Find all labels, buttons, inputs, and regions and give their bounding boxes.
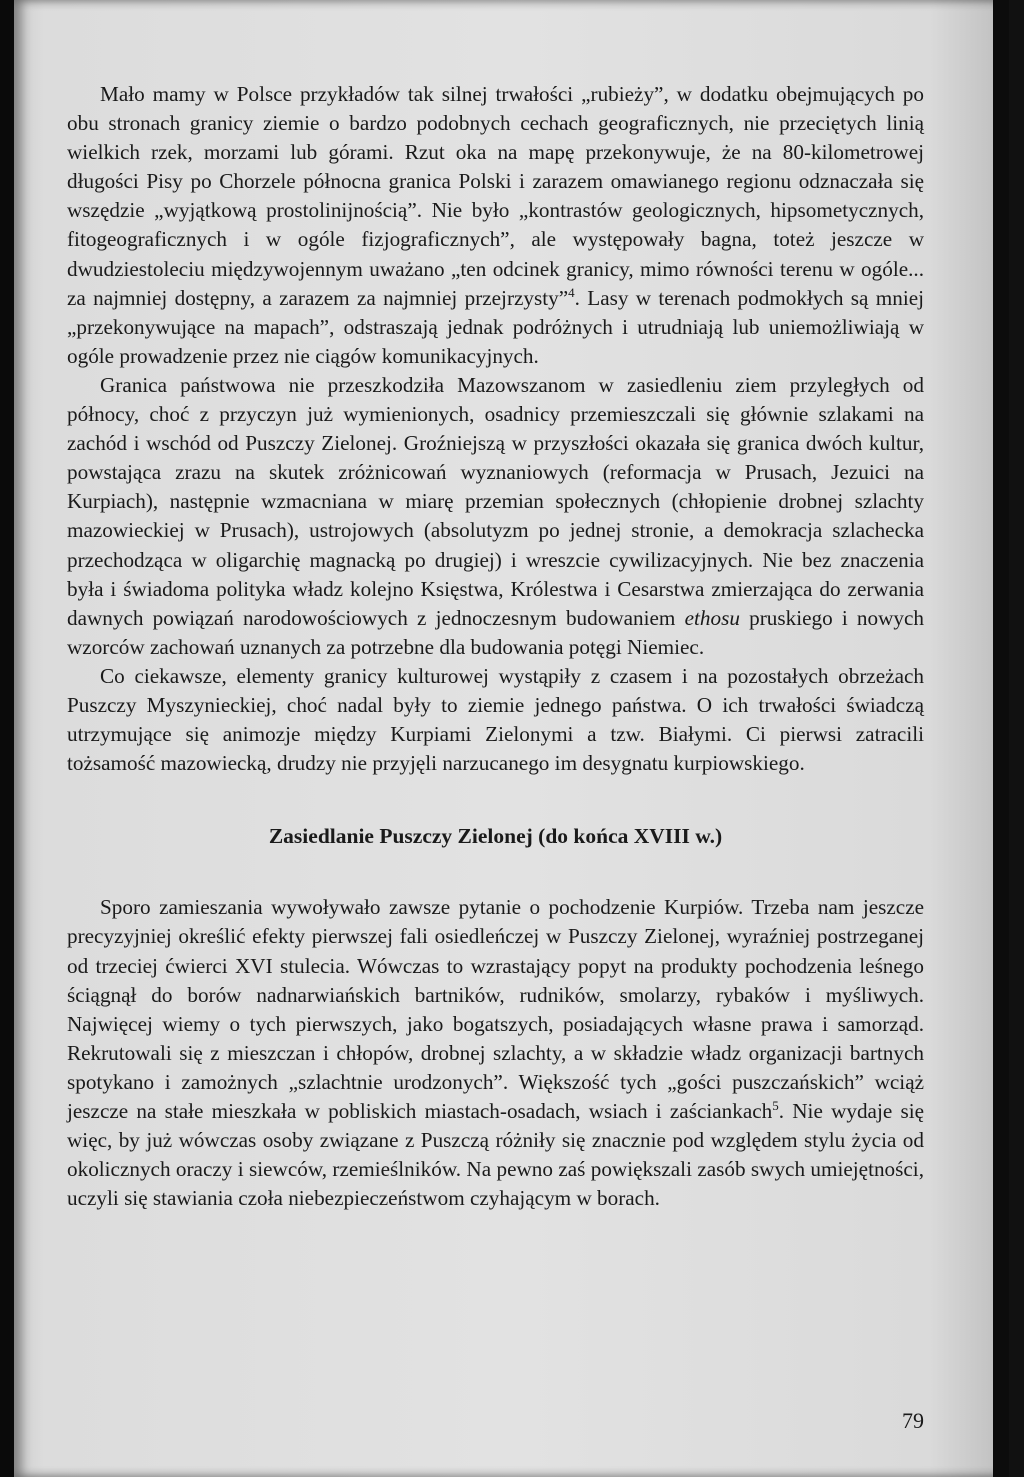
footnote-ref-5: 5 bbox=[772, 1098, 779, 1113]
emphasis-ethosu: ethosu bbox=[684, 605, 740, 630]
paragraph-2-text-b: pruskiego i nowych wzorców zachowań uznanych za potrzebne dla budowania potęgi Niemiec. bbox=[67, 605, 925, 659]
footnote-ref-4: 4 bbox=[568, 284, 575, 300]
paragraph-2 bbox=[67, 371, 924, 662]
paragraph-3: Co ciekawsze, elementy granicy kulturowej wystąpiły z czasem i na pozostałych obrzeżach Puszczy Myszynieckiej, choć nadal były to ziemie jednego państwa. O ich trwałości świadczą utrzymujące się animozje między Kurpiami Zielonymi a tzw. Białymi. Ci pierwsi zatracili tożsamość mazowiecką, drudzy nie przyjęli narzucanego im desygnatu kurpiowskiego. bbox=[67, 663, 924, 776]
body-text bbox=[67, 80, 924, 1213]
page-number: 79 bbox=[902, 1408, 924, 1433]
left-scan-edge bbox=[0, 0, 14, 1477]
book-spine-shadow bbox=[993, 0, 1009, 1477]
paragraph-4 bbox=[67, 893, 924, 1213]
paragraph-4-text-a: Sporo zamieszania wywoływało zawsze pytanie o pochodzenie Kurpiów. Trzeba nam jeszcze precyzyjniej określić efekty pierwszej fali osiedleńczej w Puszczy Zielonej, wyraźniej postrzeganej od trzeciej ćwierci XVI stulecia. Wówczas to wzrastający popyt na produkty pochodzenia leśnego ściągnął do borów nadnarwiańskich bartników, rudników, smolarzy, rybaków i myśliwych. Najwięcej wiemy o tych pierwszych, jako bogatszych, posiadających własne prawa i samorząd. Rekrutowali się z mieszczan i chłopów, drobnej szlachty, a w składzie władz organizacji bartnych spotykano i zamożnych „szlachtnie urodzonych”. Większość tych „gości puszczańskich” wciąż jeszcze na stałe mieszkała w pobliskich miastach-osadach, wsiach i zaściankach bbox=[67, 895, 924, 1123]
paragraph-1-text-a: Mało mamy w Polsce przykładów tak silnej trwałości „rubieży”, w dodatku obejmujących po obu stronach granicy ziemie o bardzo podobnych cechach geograficznych, nie przeciętych linią wielkich rzek, morzami lub górami. Rzut oka na mapę przekonywuje, że na 80-kilometrowej długości Pisy po Chorzele północna granica Polski i zarazem omawianego regionu odznaczała się wszędzie „wyjątkową prostolinijnością”. Nie było „kontrastów geologicznych, hipsometycznych, fitogeograficznych i w ogóle fizjograficznych”, ale występowały bagna, toteż jeszcze w dwudziestoleciu międzywojennym uważano „ten odcinek granicy, mimo równości terenu w ogóle... za najmniej dostępny, a zarazem za najmniej przejrzysty” bbox=[67, 82, 924, 310]
paragraph-4-text-b: . Nie wydaje się więc, by już wówczas osoby związane z Puszczą różniły się znacznie pod względem stylu życia od okolicznych oraczy i siewców, rzemieślników. Na pewno zaś powiększali zasób swych umiejętności, uczyli się stawiania czoła niebezpieczeństwom czyhającym w borach. bbox=[67, 1099, 925, 1211]
section-heading: Zasiedlanie Puszczy Zielonej (do końca XVIII w.) bbox=[268, 824, 723, 849]
paragraph-1-text-b: . Lasy w terenach podmokłych są mniej „przekonywujące na mapach”, odstraszają jednak podróżnych i utrudniają lub uniemożliwiają w ogóle prowadzenie przez nie ciągów komunikacyjnych. bbox=[67, 285, 924, 368]
paragraph-2-text-a: Granica państwowa nie przeszkodziła Mazowszanom w zasiedleniu ziem przyległych od północy, choć z przyczyn już wymienionych, osadnicy przemieszczali się głównie szlakami na zachód i wschód od Puszczy Zielonej. Groźniejszą w przyszłości okazała się granica dwóch kultur, powstająca zrazu na skutek zróżnicowań wyznaniowych (reformacja w Prusach, Jezuici na Kurpiach), następnie wzmacniana w miarę przemian społecznych (chłopienie drobnej szlachty mazowieckiej w Prusach), ustrojowych (absolutyzm po jednej stronie, a demokracja szlachecka przechodząca w oligarchię magnacką po drugiej) i wreszcie cywilizacyjnych. Nie bez znaczenia była i świadoma polityka władz kolejno Księstwa, Królestwa i Cesarstwa zmierzająca do zerwania dawnych powiązań narodowościowych z jednoczesnym budowaniem bbox=[67, 372, 924, 630]
paragraph-1 bbox=[67, 80, 924, 371]
